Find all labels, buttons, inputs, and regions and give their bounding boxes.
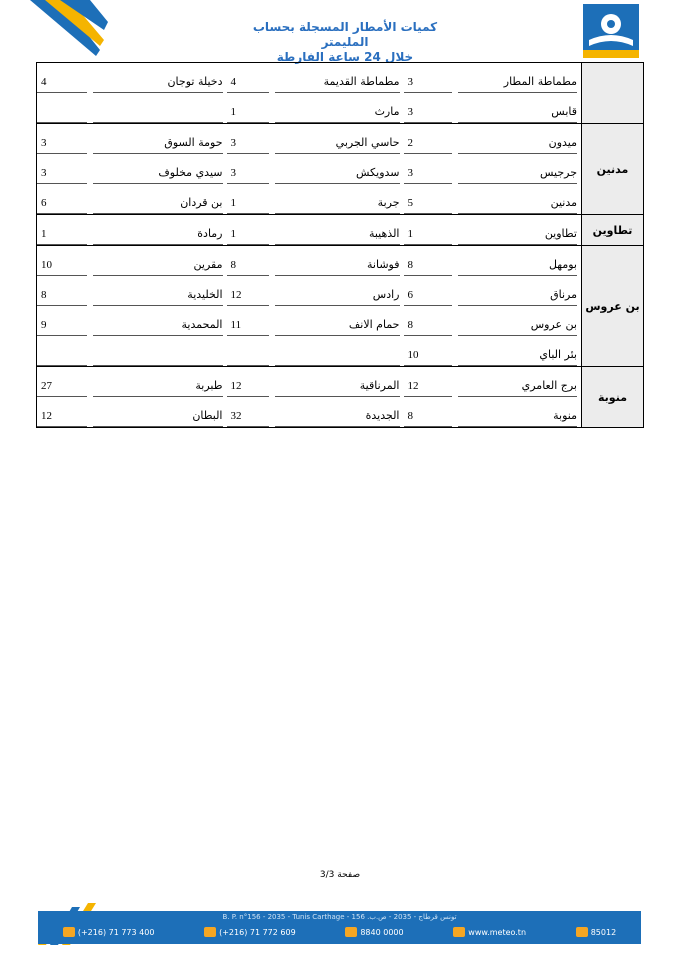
station-name: جربة [269, 184, 404, 215]
station-name: مدنين [452, 184, 582, 215]
table-row [37, 63, 644, 94]
rainfall-value: 12 [227, 367, 269, 398]
document-title [240, 20, 450, 65]
phone-2-text: (+216) 71 772 609 [219, 927, 296, 937]
rainfall-value: 5 [404, 184, 452, 215]
rainfall-value: 1 [227, 184, 269, 215]
station-name: جرجيس [452, 154, 582, 184]
sms-contact[interactable] [576, 927, 616, 937]
rainfall-value: 3 [37, 124, 87, 155]
rainfall-table [36, 62, 644, 428]
station-name: برج العامري [452, 367, 582, 398]
station-name: مطماطة القديمة [269, 63, 404, 94]
rainfall-value: 3 [404, 154, 452, 184]
station-name: منوبة [452, 397, 582, 428]
rainfall-value: 11 [227, 306, 269, 336]
table-row [37, 276, 644, 306]
hotline-contact[interactable] [345, 927, 403, 937]
station-name: الخليدية [87, 276, 227, 306]
institute-logo [583, 4, 639, 58]
rainfall-value: 32 [227, 397, 269, 428]
table-row [37, 397, 644, 428]
rainfall-value: 10 [404, 336, 452, 367]
rainfall-value: 3 [37, 154, 87, 184]
station-name [87, 93, 227, 124]
rainfall-value: 1 [37, 215, 87, 246]
station-name: قابس [452, 93, 582, 124]
governorate-cell: مدنين [582, 124, 644, 215]
station-name: ميدون [452, 124, 582, 155]
table-row [37, 184, 644, 215]
rainfall-value: 8 [404, 246, 452, 277]
rainfall-value: 12 [227, 276, 269, 306]
rainfall-value: 9 [37, 306, 87, 336]
rainfall-value: 8 [37, 276, 87, 306]
governorate-cell [582, 63, 644, 124]
table-row [37, 124, 644, 155]
rainfall-value: 6 [37, 184, 87, 215]
footer-address: B. P. n°156 - 2035 - Tunis Carthage - تونس قرطاج - 2035 - ص.ب. 156 [222, 913, 457, 921]
title-line-1: كميات الأمطار المسجلة بحساب المليمتر [252, 20, 438, 49]
governorate-cell: منوبة [582, 367, 644, 428]
station-name: رمادة [87, 215, 227, 246]
phone-1-text: (+216) 71 773 400 [77, 927, 155, 937]
rainfall-value: 6 [404, 276, 452, 306]
station-name: مرناق [452, 276, 582, 306]
station-name: بن عروس [452, 306, 582, 336]
phone-3-text: 8840 0000 [360, 927, 404, 937]
station-name: الجديدة [269, 397, 404, 428]
table-row [37, 215, 644, 246]
governorate-cell: تطاوين [582, 215, 644, 246]
rainfall-value: 3 [227, 124, 269, 155]
globe-icon [453, 927, 465, 937]
station-name: دخيلة توجان [87, 63, 227, 94]
table-row [37, 154, 644, 184]
station-name: الذهيبة [269, 215, 404, 246]
sms-text: 85012 [590, 927, 617, 937]
hotline-icon [345, 927, 357, 937]
rainfall-value: 1 [227, 93, 269, 124]
rainfall-value: 2 [404, 124, 452, 155]
station-name: مقرين [87, 246, 227, 277]
rainfall-value: 27 [37, 367, 87, 398]
sms-icon [576, 927, 588, 937]
station-name: سدويكش [269, 154, 404, 184]
station-name: حومة السوق [87, 124, 227, 155]
footer-bar [38, 911, 641, 944]
station-name: فوشانة [269, 246, 404, 277]
station-name: حمام الانف [269, 306, 404, 336]
table-row [37, 246, 644, 277]
station-name: المرناقية [269, 367, 404, 398]
rainfall-value: 8 [404, 306, 452, 336]
rainfall-value: 3 [404, 63, 452, 94]
phone-contact-1[interactable] [63, 927, 155, 937]
rainfall-value: 12 [404, 367, 452, 398]
station-name: حاسي الجربي [269, 124, 404, 155]
rainfall-value: 12 [37, 397, 87, 428]
station-name: مطماطة المطار [452, 63, 582, 94]
rainfall-value [37, 336, 87, 367]
table-row [37, 336, 644, 367]
station-name: تطاوين [452, 215, 582, 246]
station-name [269, 336, 404, 367]
table-row [37, 306, 644, 336]
table-row [37, 367, 644, 398]
governorate-cell: بن عروس [582, 246, 644, 367]
rainfall-value: 4 [227, 63, 269, 94]
rainfall-value: 1 [404, 215, 452, 246]
phone-icon [63, 927, 75, 937]
station-name: المحمدية [87, 306, 227, 336]
rainfall-value: 4 [37, 63, 87, 94]
rainfall-value: 3 [404, 93, 452, 124]
footer-contacts [38, 927, 641, 937]
station-name: طبربة [87, 367, 227, 398]
fax-contact[interactable] [204, 927, 296, 937]
rainfall-value: 3 [227, 154, 269, 184]
title-line-2: خلال 24 ساعة الفارطة [276, 50, 414, 64]
station-name: رادس [269, 276, 404, 306]
station-name: سيدي مخلوف [87, 154, 227, 184]
rainfall-value: 10 [37, 246, 87, 277]
station-name [87, 336, 227, 367]
station-name: مارث [269, 93, 404, 124]
station-name: البطان [87, 397, 227, 428]
website-text: www.meteo.tn [468, 927, 527, 937]
fax-icon [204, 927, 216, 937]
rainfall-value [227, 336, 269, 367]
rainfall-value: 8 [227, 246, 269, 277]
corner-decoration [0, 0, 110, 70]
station-name: بن قردان [87, 184, 227, 215]
station-name: بومهل [452, 246, 582, 277]
rainfall-value [37, 93, 87, 124]
rainfall-value: 8 [404, 397, 452, 428]
station-name: بئر الباي [452, 336, 582, 367]
website-link[interactable] [453, 927, 526, 937]
page-number: صفحة 3/3 [319, 870, 361, 880]
table-row [37, 93, 644, 124]
rainfall-value: 1 [227, 215, 269, 246]
